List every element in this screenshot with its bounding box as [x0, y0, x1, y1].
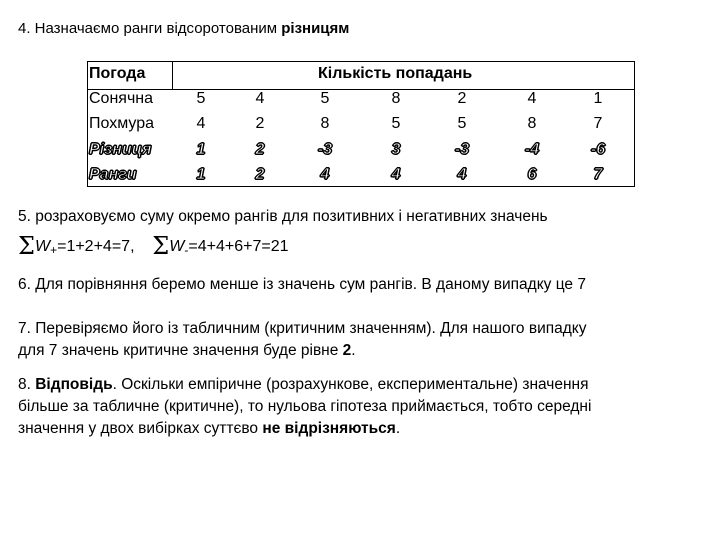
table-cell: 2 — [457, 90, 467, 107]
table-cell: -6 — [590, 141, 606, 158]
step8-line3-text: значення у двох вибірках суттєво — [18, 420, 263, 437]
table-cell: 8 — [527, 115, 537, 132]
w-plus-expr: =1+2+4=7, — [57, 238, 135, 255]
w-plus-var: W — [34, 238, 51, 255]
table-cell: 6 — [527, 166, 537, 183]
w-minus-sub: - — [184, 243, 189, 257]
table-cell: -3 — [454, 141, 470, 158]
step4-text: 4. Назначаємо ранги відсоротованим — [18, 20, 282, 37]
table-cell: 1 — [593, 90, 603, 107]
table-cell: 4 — [457, 166, 467, 183]
table-cell: -3 — [317, 141, 333, 158]
step4-bold: різницям — [281, 20, 350, 37]
table-cell: 4 — [527, 90, 537, 107]
step7-period: . — [351, 342, 356, 359]
step6-text: 6. Для порівняння беремо менше із значень сум рангів. В даному випадку це 7 — [18, 276, 586, 293]
row-label: Похмура — [89, 115, 155, 132]
table-header-divider — [172, 62, 173, 89]
table-cell: 4 — [391, 166, 401, 183]
step5-text: 5. розраховуємо суму окремо рангів для позитивних і негативних значень — [18, 208, 548, 225]
w-plus-sub: + — [50, 243, 58, 257]
rank-sums — [18, 232, 288, 260]
header-weather: Погода — [89, 65, 146, 82]
table-cell: 1 — [196, 166, 206, 183]
table-cell: 5 — [320, 90, 330, 107]
table-cell: 1 — [196, 141, 206, 158]
table-cell: 4 — [196, 115, 206, 132]
table-cell: 3 — [391, 141, 401, 158]
table-cell: 5 — [196, 90, 206, 107]
step8-conclusion: не відрізняються — [262, 420, 396, 437]
table-cell: 2 — [255, 166, 265, 183]
table-cell: 5 — [391, 115, 401, 132]
step8-period: . — [395, 420, 401, 437]
table-cell: 2 — [255, 141, 265, 158]
step7-line2 — [18, 340, 356, 362]
step8-line1 — [18, 374, 589, 396]
step8-answer-label: Відповідь — [35, 376, 113, 393]
sum-symbol-minus: Σ — [152, 232, 170, 260]
table-cell: 4 — [255, 90, 265, 107]
step4-heading — [18, 20, 349, 37]
step7-line1: 7. Перевіряємо його із табличним (критичним значенням). Для нашого випадку — [18, 320, 587, 337]
step8-line3 — [18, 418, 400, 440]
table-cell: -4 — [524, 141, 540, 158]
row-label: Сонячна — [89, 90, 154, 107]
table-cell: 7 — [593, 115, 603, 132]
w-minus-var: W — [169, 238, 185, 255]
step7-critical-value: 2 — [342, 342, 352, 359]
row-label: Ранги — [89, 166, 137, 183]
header-hits: Кількість попадань — [318, 65, 473, 82]
table-cell: 2 — [255, 115, 265, 132]
table-header-underline — [88, 89, 634, 90]
w-minus-expr: =4+4+6+7=21 — [188, 238, 289, 255]
table-cell: 8 — [391, 90, 401, 107]
table-cell: 7 — [593, 166, 603, 183]
step8-num: 8. — [18, 376, 36, 393]
table-cell: 5 — [457, 115, 467, 132]
row-label: Різниця — [89, 141, 152, 158]
step7-line2-text: для 7 значень критичне значення буде рівне — [18, 342, 343, 359]
table-cell: 4 — [320, 166, 330, 183]
step8-line2: більше за табличне (критичне), то нульова гіпотеза приймається, тобто середні — [18, 398, 592, 415]
step8-line1-rest: . Оскільки емпіричне (розрахункове, експериментальне) значення — [112, 376, 589, 393]
sum-symbol-plus: Σ — [18, 232, 35, 260]
table-cell: 8 — [320, 115, 330, 132]
